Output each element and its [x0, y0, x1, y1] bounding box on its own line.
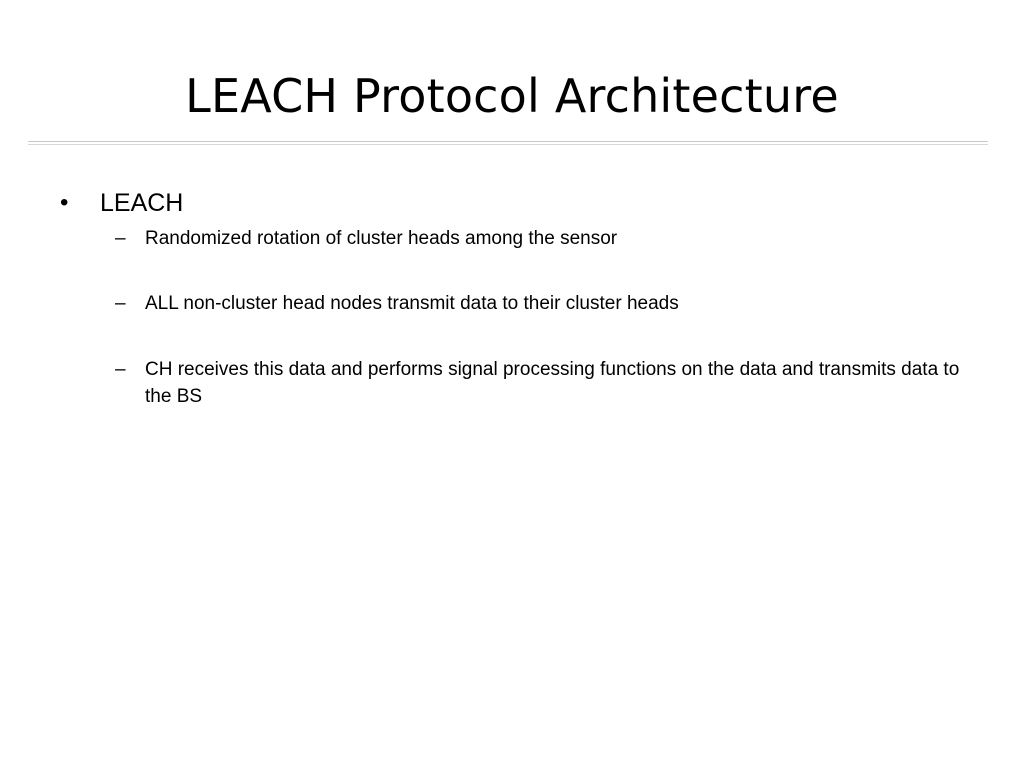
bullet-dot-icon: •: [60, 189, 69, 216]
bullet-item: [60, 186, 183, 220]
sub-bullet-text: CH receives this data and performs signal processing functions on the data and transmits data to the BS: [145, 359, 960, 407]
dash-icon: –: [115, 228, 126, 249]
dash-icon: –: [115, 359, 126, 380]
bullet-text: LEACH: [100, 189, 184, 217]
sub-bullet-item: [115, 225, 975, 252]
slide-title: LEACH Protocol Architecture: [185, 69, 839, 123]
sub-bullet-item: [115, 356, 975, 410]
sub-bullet-text: ALL non-cluster head nodes transmit data to their cluster heads: [145, 293, 679, 314]
sub-bullet-text: Randomized rotation of cluster heads among the sensor: [145, 228, 618, 249]
sub-bullet-item: [115, 290, 975, 317]
dash-icon: –: [115, 293, 126, 314]
